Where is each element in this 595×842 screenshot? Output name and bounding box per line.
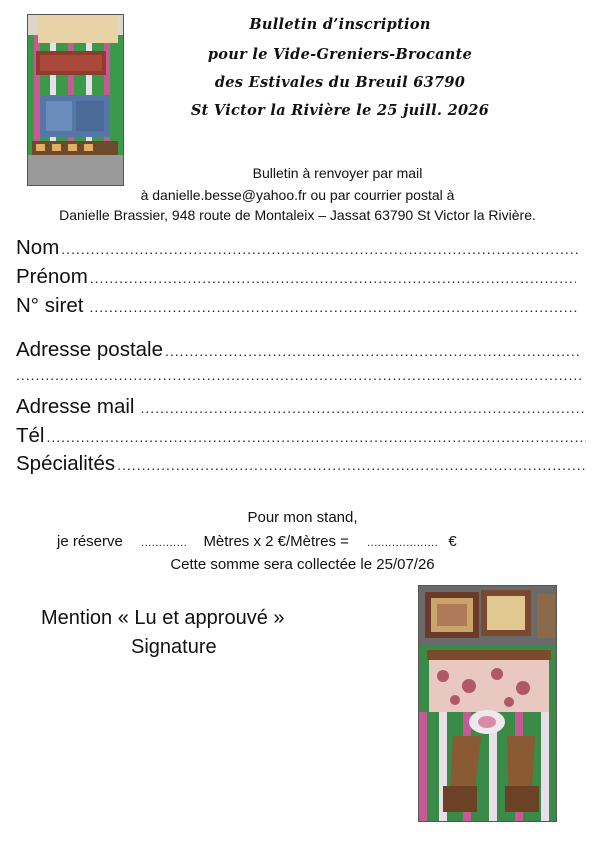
field-specialites[interactable] — [16, 452, 586, 476]
flea-market-table-image — [419, 586, 556, 821]
label-adresse-mail: Adresse mail — [16, 395, 135, 418]
fill-line — [61, 241, 579, 257]
field-adresse-postale-line2[interactable] — [16, 367, 584, 383]
field-tel[interactable] — [16, 424, 586, 448]
metres-input[interactable]: ............. — [141, 537, 188, 549]
stand-intro: Pour mon stand, — [247, 509, 358, 526]
title-line-2: pour le Vide-Greniers-Brocante — [207, 46, 473, 63]
reserve-label: je réserve — [57, 533, 123, 550]
top-photo — [27, 14, 124, 186]
euro-symbol: € — [448, 533, 457, 550]
field-nom[interactable] — [16, 236, 579, 260]
label-siret: N° siret — [16, 294, 84, 317]
title-line-1: Bulletin d’inscription — [249, 16, 431, 33]
label-adresse-postale: Adresse postale — [16, 338, 164, 361]
fill-line — [89, 299, 579, 315]
mailing-address: Danielle Brassier, 948 route de Montaleix – Jassat 63790 St Victor la Rivière. — [59, 207, 536, 223]
fill-line — [90, 270, 576, 286]
field-prenom[interactable] — [16, 265, 576, 289]
bottom-photo — [418, 585, 557, 822]
mailing-line-2: à danielle.besse@yahoo.fr ou par courrier postal à — [140, 187, 455, 203]
signature-label[interactable]: Signature — [131, 636, 217, 658]
title-line-4: St Victor la Rivière le 25 juill. 2026 — [190, 102, 490, 119]
fill-line — [16, 367, 584, 383]
title-line-3: des Estivales du Breuil 63790 — [214, 74, 466, 91]
field-adresse-mail[interactable] — [16, 395, 584, 419]
label-specialites: Spécialités — [16, 452, 116, 475]
field-adresse-postale[interactable] — [16, 338, 579, 362]
mailing-line-1: Bulletin à renvoyer par mail — [252, 165, 423, 181]
collection-date: Cette somme sera collectée le 25/07/26 — [170, 556, 435, 573]
fill-line — [46, 429, 586, 445]
fill-line — [117, 457, 586, 473]
label-nom: Nom — [16, 236, 60, 259]
label-prenom: Prénom — [16, 265, 88, 288]
fill-line — [165, 343, 579, 359]
total-input[interactable]: .................... — [367, 537, 439, 549]
flea-market-items-image — [28, 15, 123, 185]
label-tel: Tél — [16, 424, 45, 447]
price-label: Mètres x 2 €/Mètres = — [203, 533, 349, 550]
fill-line — [141, 400, 585, 416]
mention-label: Mention « Lu et approuvé » — [41, 607, 285, 629]
reservation-line — [57, 533, 457, 550]
field-siret[interactable] — [16, 294, 579, 318]
